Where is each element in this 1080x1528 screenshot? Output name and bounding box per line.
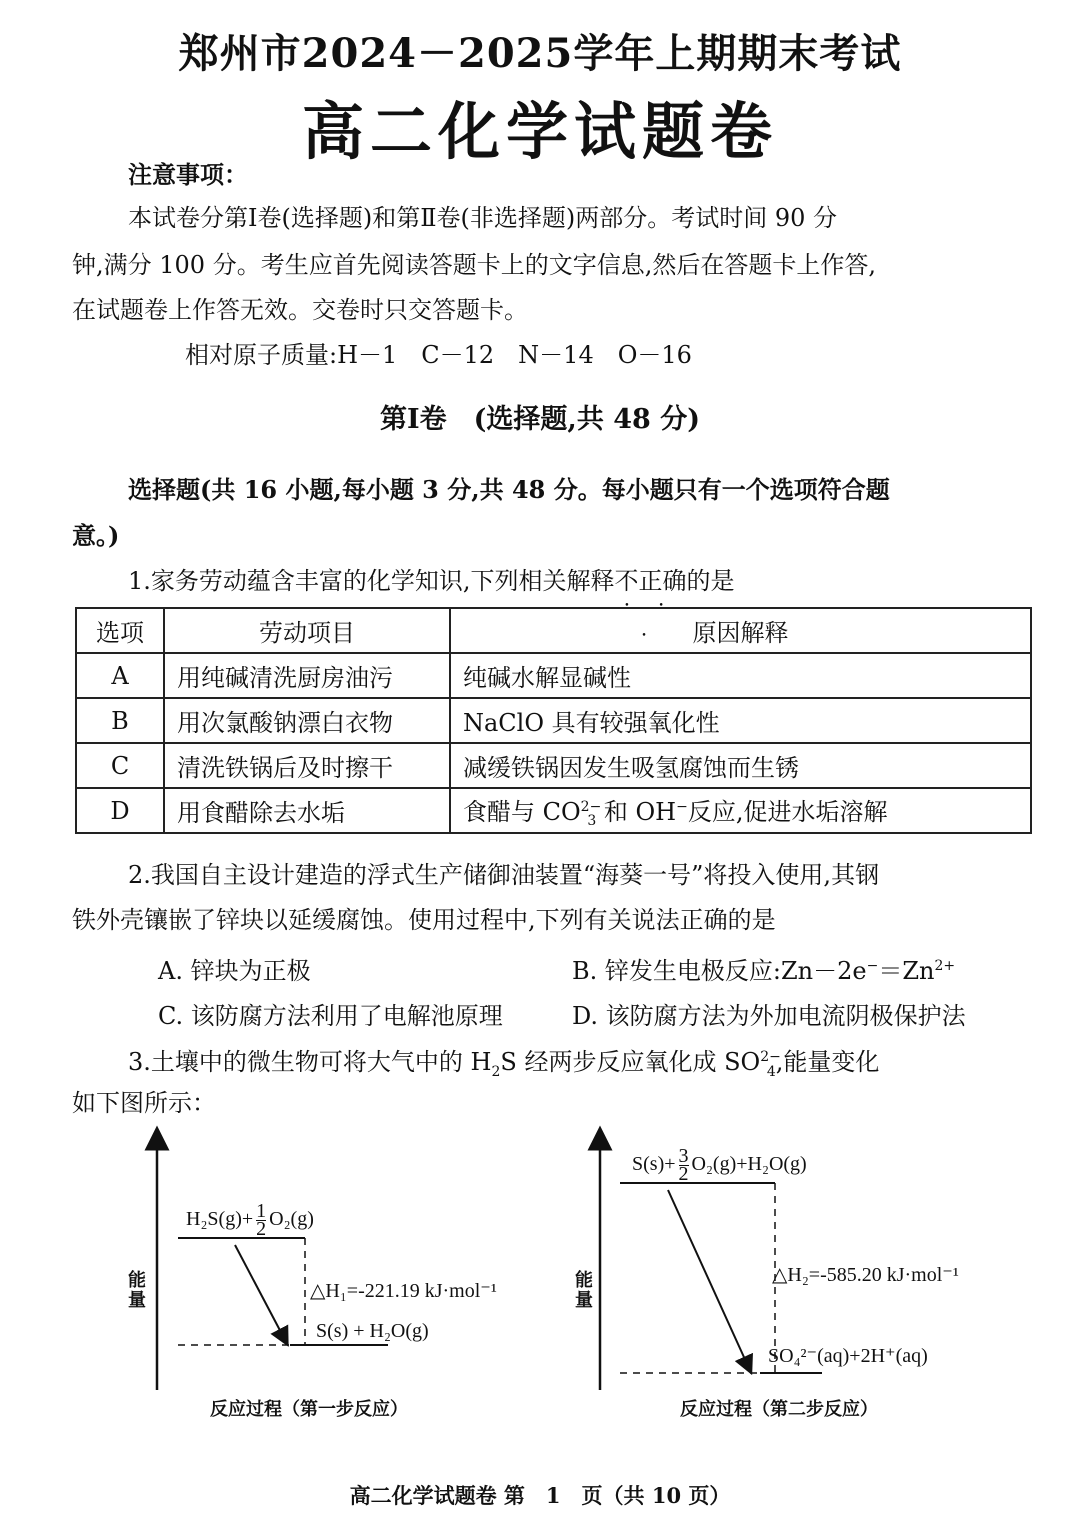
q3-text: 3.土壤中的微生物可将大气中的 H [128,1048,492,1076]
section-instructions-1: 选择题(共 16 小题,每小题 3 分,共 48 分。每小题只有一个选项符合题 [128,475,890,504]
diagram2-delta-h: △H₂=-585.20 kJ·mol⁻¹ [772,1264,959,1286]
reactant-text: H₂S(g)+ [186,1208,254,1231]
reason-cell: 纯碱水解显碱性 [450,653,1031,698]
option-cell: C [76,743,164,788]
charge: 2+ [934,958,956,974]
q2-line-2: 铁外壳镶嵌了锌块以延缓腐蚀。使用过程中,下列有关说法正确的是 [72,906,776,934]
diagram1-xlabel: 反应过程（第一步反应） [210,1399,408,1419]
item-cell: 清洗铁锅后及时擦干 [164,743,450,788]
diagram1-reactant [186,1200,314,1240]
q1-table [75,607,1032,834]
reason-cell: 减缓铁锅因发生吸氢腐蚀而生锈 [450,743,1031,788]
table-row [76,698,1031,743]
notice-line-2: 钟,满分 100 分。考生应首先阅读答题卡上的文字信息,然后在答题卡上作答, [72,251,876,279]
reason-cell: NaClO 具有较强氧化性 [450,698,1031,743]
reason-cell [450,788,1031,833]
reactant-text: O₂(g)+H₂O(g) [691,1153,807,1176]
q3-line-1 [128,1042,879,1087]
frac-num: 3 [678,1145,689,1167]
item-cell: 用次氯酸钠漂白衣物 [164,698,450,743]
reaction-arrow [668,1190,748,1366]
diagram2-xlabel: 反应过程（第二步反应） [680,1399,878,1419]
diagram2-ylabel: 能量 [573,1270,593,1310]
subscript: 4 [766,1063,776,1080]
diagram2-reactant [632,1145,807,1185]
q2-choice-b[interactable] [572,951,955,986]
q1-stem-post: 的是 [686,567,735,595]
paper-title: 高二化学试题卷 [301,95,778,168]
subscript: 3 [587,813,597,830]
option-cell: A [76,653,164,698]
diagram1-product: S(s) + H₂O(g) [316,1320,429,1342]
exam-title: 郑州市2024－2025学年上期期末考试 [178,30,902,77]
item-cell: 用食醋除去水垢 [164,788,450,833]
reason-text: 反应,促进水垢溶解 [687,797,888,826]
reaction-arrow [235,1245,284,1338]
header-cell: 原因解释 [450,608,1031,653]
table-row [76,788,1031,833]
q2-choice-a[interactable]: A. 锌块为正极 [158,957,311,985]
q1-stem-pre: 1.家务劳动蕴含丰富的化学知识,下列相关解释 [128,567,615,595]
notice-label: 注意事项： [128,160,248,189]
header-cell: 选项 [76,608,164,653]
item-cell: 用纯碱清洗厨房油污 [164,653,450,698]
section-instructions-2: 意。) [72,521,120,550]
option-cell: B [76,698,164,743]
q2-choice-d[interactable]: D. 该防腐方法为外加电流阴极保护法 [572,1002,966,1030]
header-cell: 劳动项目 [164,608,450,653]
atomic-masses: 相对原子质量:H－1 C－12 N－14 O－16 [185,341,692,369]
frac-den: 2 [256,1218,267,1240]
q2-line-1: 2.我国自主设计建造的浮式生产储御油装置“海葵一号”将投入使用,其钢 [128,861,880,889]
reason-text: 食醋与 CO [463,797,581,826]
section-title: 第Ⅰ卷 (选择题,共 48 分) [380,404,700,435]
energy-diagram-step1 [100,1120,560,1430]
reason-text: 和 OH [596,797,677,826]
page-footer: 高二化学试题卷 第 1 页（共 10 页） [349,1483,731,1508]
q3-line-2: 如下图所示： [72,1089,216,1117]
q2-choice-c[interactable]: C. 该防腐方法利用了电解池原理 [158,1002,503,1030]
reactant-text: O₂(g) [269,1208,314,1231]
notice-line-3: 在试题卷上作答无效。交卷时只交答题卡。 [72,296,528,324]
frac-den: 2 [678,1163,689,1185]
q1-emphasis: 不正确 • • • [615,567,687,595]
diagram1-delta-h: △H₁=-221.19 kJ·mol⁻¹ [310,1280,497,1302]
table-header-row [76,608,1031,653]
table-row [76,653,1031,698]
charge: − [676,798,688,815]
frac-num: 1 [256,1200,267,1222]
diagram1-ylabel: 能量 [126,1270,146,1310]
table-row [76,743,1031,788]
q3-text: S 经两步反应氧化成 SO [500,1048,761,1076]
notice-line-1: 本试卷分第Ⅰ卷(选择题)和第Ⅱ卷(非选择题)两部分。考试时间 90 分 [128,204,838,232]
q3-text: ,能量变化 [775,1048,880,1076]
subscript: 2 [491,1063,501,1080]
reactant-text: S(s)+ [632,1153,676,1176]
choice-b-text: ＝Zn [878,957,935,985]
question-1-stem [128,566,735,596]
charge: 2− [760,1049,781,1065]
choice-b-text: B. 锌发生电极反应:Zn－2e [572,957,867,985]
diagram2-product: SO₄²⁻(aq)+2H⁺(aq) [768,1345,928,1367]
charge: − [866,958,879,974]
charge: 2− [580,798,602,815]
option-cell: D [76,788,164,833]
